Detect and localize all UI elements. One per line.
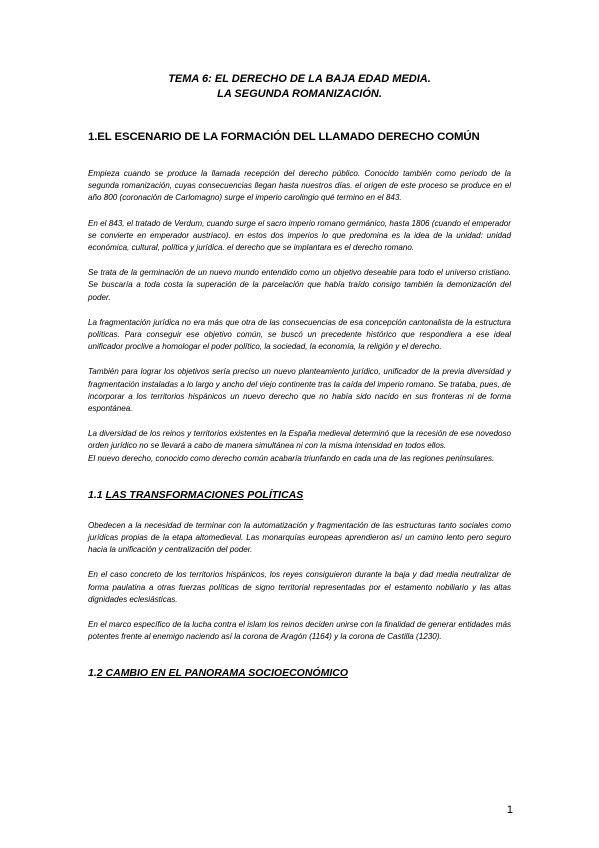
- section-1-1-number: 1.1: [88, 488, 106, 501]
- section-1-2-heading: [88, 666, 511, 680]
- section-1-1-title: LAS TRANSFORMACIONES POLÍTICAS: [105, 488, 304, 501]
- spacer: [88, 478, 511, 488]
- section-1-heading: 1.EL ESCENARIO DE LA FORMACIÓN DEL LLAMADO DERECHO COMÚN: [88, 131, 480, 143]
- title-line-2: LA SEGUNDA ROMANIZACIÓN.: [217, 88, 382, 100]
- title-line-1: TEMA 6: EL DERECHO DE LA BAJA EDAD MEDIA.: [168, 73, 431, 85]
- section-1-1-paragraph-2: En el caso concreto de los territorios hispánicos, los reyes consiguieron durante la baja y dad media neutralizar de forma paulatina a otras fuerzas políticas de signo territorial representadas por el estamento nobiliario y las altas dignidades eclesiásticas.: [88, 570, 511, 604]
- section-1-1-paragraph-1: Obedecen a la necesidad de terminar con la automatización y fragmentación de las estructuras tanto sociales como jurídicas propias de la etapa altomedieval. Las monarquías europeas aprendieron así un camino lento pero seguro hacia la unificación y centralización del poder.: [88, 520, 511, 555]
- section-1-2-title: 2 CAMBIO EN EL PANORAMA SOCIOECONÓMICO: [96, 667, 349, 680]
- section-1-paragraph-1: Empieza cuando se produce la llamada recepción del derecho público. Conocido también como periodo de la segunda romanización, cuyas consecuencias llegan hasta nuestros días. el origen de este proceso se produce en el año 800 (coronación de Carlomagno) surge el imperio carolingio qué termino en el 843.: [88, 169, 511, 203]
- page-number: 1: [506, 804, 513, 816]
- document-title: [88, 72, 511, 102]
- section-1-1-paragraph-3: En el marco específico de la lucha contra el islam los reinos deciden unirse con la finalidad de generar entidades más potentes frente al enemigo naciendo así la corona de Aragón (1164) y la corona de Castilla (1230).: [88, 620, 511, 642]
- spacer: [88, 656, 511, 666]
- section-1-paragraph-6: La diversidad de los reinos y territorios existentes en la España medieval determinó que la recesión de ese novedoso orden jurídico no se llevará a cabo de manera simultánea ni con la misma intensidad en todos ellos.: [88, 429, 511, 451]
- section-1-paragraph-3: Se trata de la germinación de un nuevo mundo entendido como un objetivo deseable para todo el universo cristiano. Se buscaría a toda costa la superación de la parcelación que había traído consigo también la demonización del poder.: [88, 268, 511, 302]
- section-1-1-heading: [88, 488, 511, 502]
- section-1-paragraph-2: En el 843, el tratado de Verdum, cuando surge el sacro imperio romano germánico, hasta 1806 (cuando el emperador se convierte en emperador austriaco). en estos dos imperios lo que predomina es la idea de la unidad: unidad económica, cultural, política y jurídica. el derecho que se implantara es el derecho romano.: [88, 218, 511, 253]
- section-1-paragraph-4: La fragmentación jurídica no era más que otra de las consecuencias de esa concepción cantonalista de la estructura políticas. Para conseguir ese objetivo común, se buscó un precedente histórico que respondiera a ese ideal unificador proclive a homologar el poder político, la sociedad, la economía, la religión y el derecho.: [88, 317, 511, 352]
- section-1-paragraph-5: También para lograr los objetivos sería preciso un nuevo planteamiento jurídico, unificador de la previa diversidad y fragmentación instaladas a lo largo y ancho del viejo continente tras la caída del imperio romano. Se trataba, pues, de incorporar a los territorios hispánicos un nuevo derecho que no había sido nacido en sus fronteras ni de forma espontánea.: [88, 367, 511, 414]
- section-1-paragraph-7: El nuevo derecho, conocido como derecho común acabaría triunfando en cada una de las regiones peninsulares.: [88, 453, 495, 463]
- section-1-2-number: 1.: [88, 667, 97, 680]
